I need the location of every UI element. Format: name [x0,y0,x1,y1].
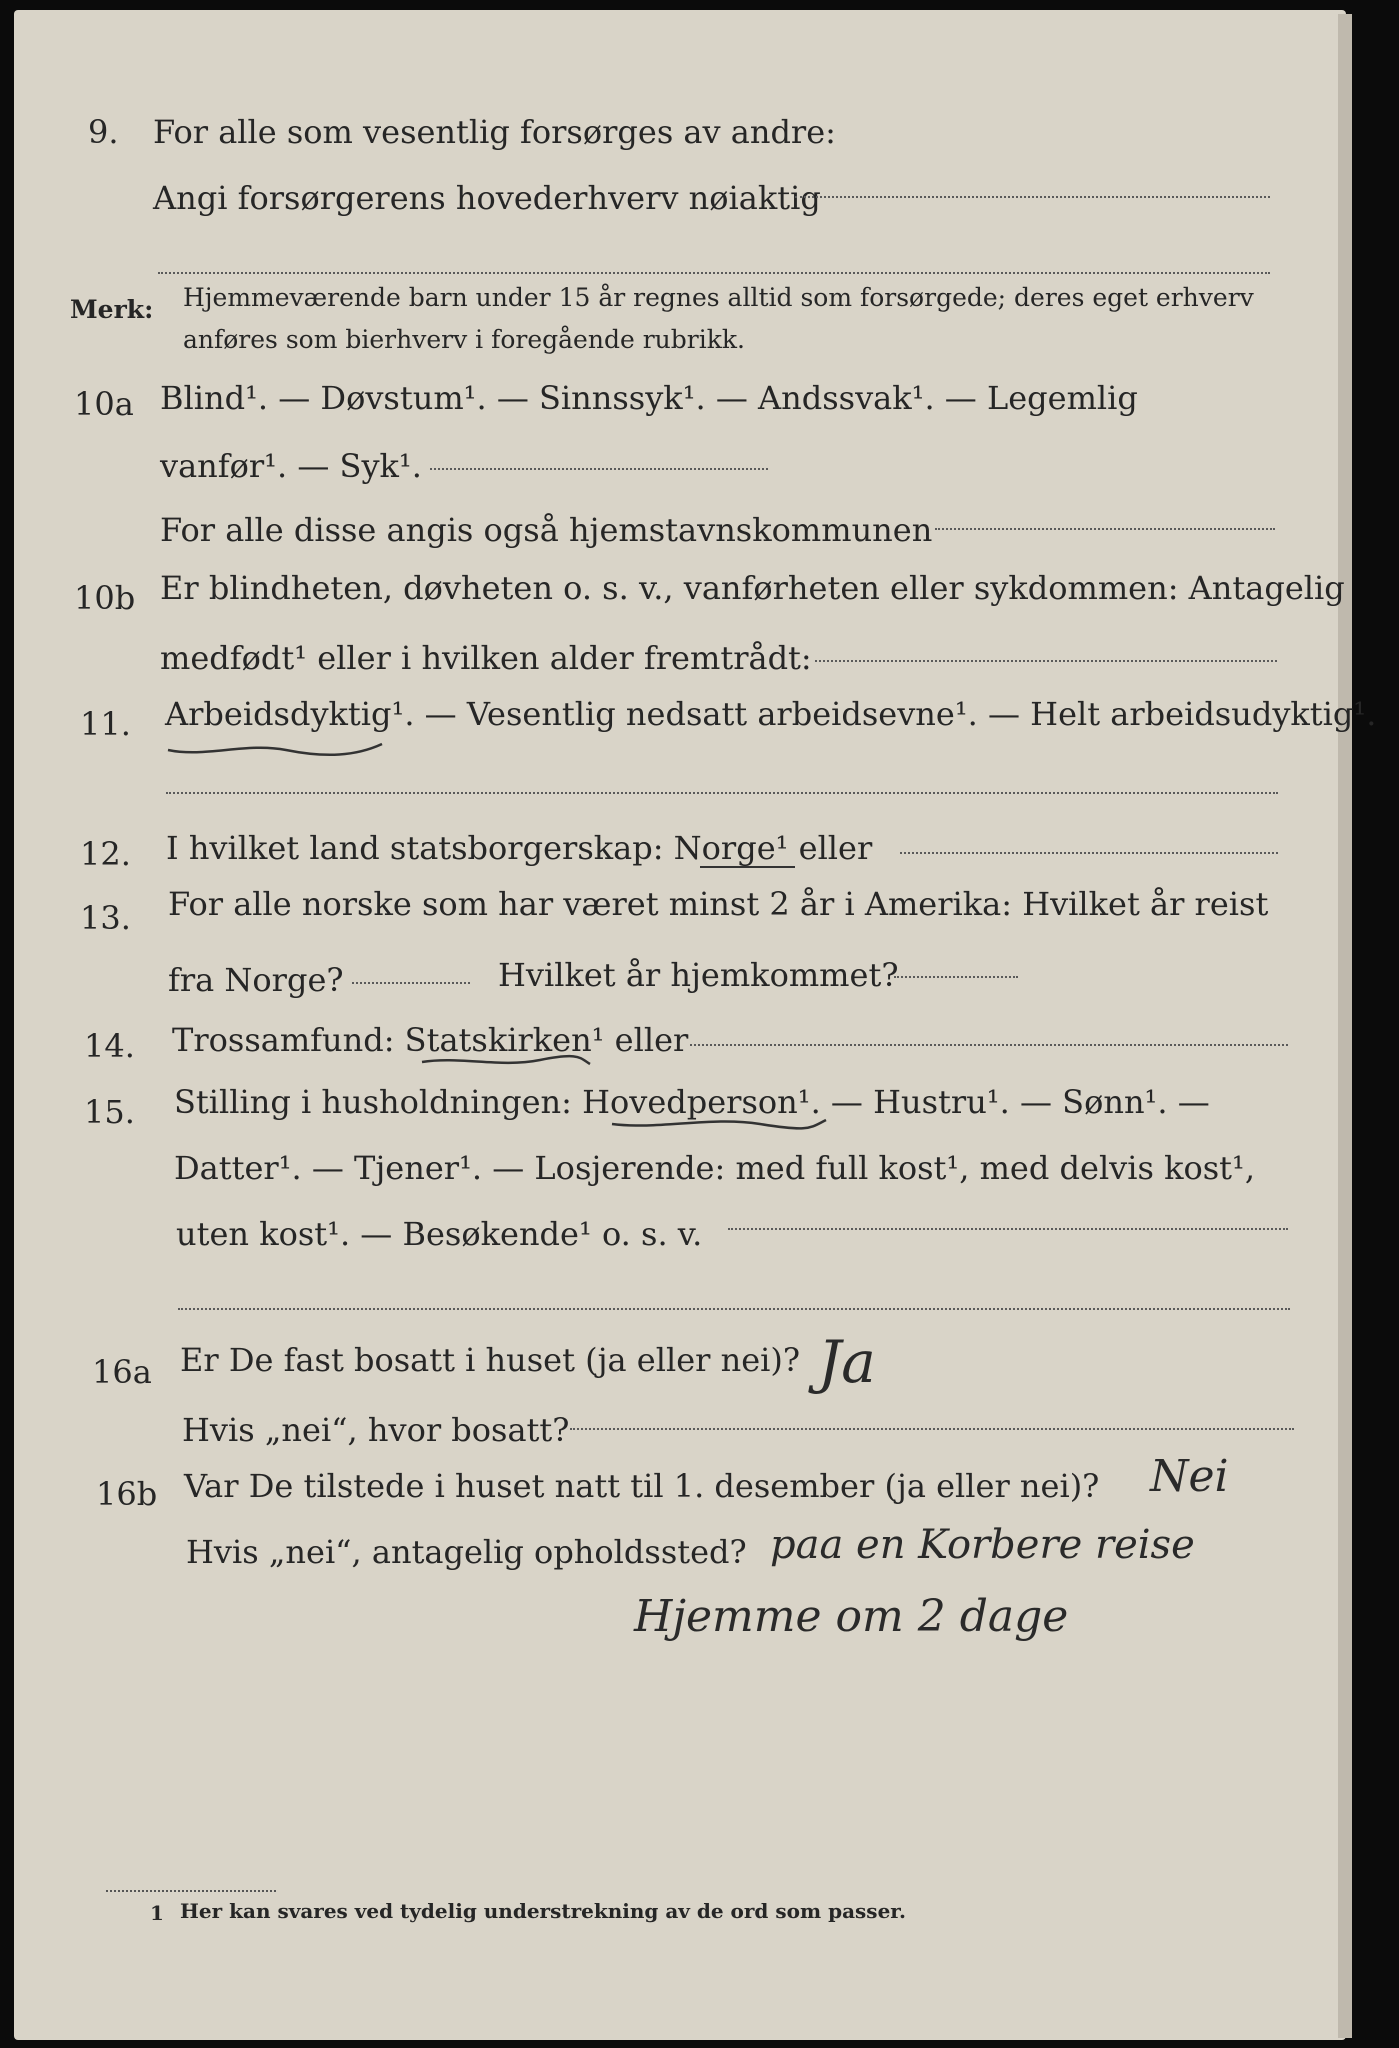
q16a-line2: Hvis „nei“, hvor bosatt? [182,1411,570,1449]
q9-number: 9. [88,113,119,151]
q13-year-left-line[interactable] [352,982,470,984]
underline-hovedperson [610,1112,830,1136]
q15-line1: Stilling i husholdningen: Hovedperson¹. — Hustru¹. — Sønn¹. — [174,1083,1210,1121]
page-edge [1338,14,1352,2038]
underline-norge [700,866,795,868]
q14-line1: Trossamfund: Statskirken¹ eller [172,1021,689,1059]
q11-number: 11. [80,705,131,743]
q9-text-line1: For alle som vesentlig forsørges av andre: [153,113,836,151]
underline-arbeidsdyktig [166,736,386,760]
q15-answer-line2[interactable] [178,1308,1290,1310]
q9-answer-line[interactable] [795,196,1270,198]
q10b-number: 10b [74,579,136,617]
q16a-line1: Er De fast bosatt i huset (ja eller nei)? [180,1341,801,1379]
q10a-number: 10a [74,385,134,423]
q10b-answer-line[interactable] [815,660,1277,662]
q16a-answer-line[interactable] [570,1428,1294,1430]
q13-line2a: fra Norge? [168,961,344,999]
merk-line1: Hjemmeværende barn under 15 år regnes alltid som forsørgede; deres eget erhverv [183,283,1254,312]
q16a-answer-handwritten: Ja [818,1328,876,1396]
q16b-line1: Var De tilstede i huset natt til 1. desember (ja eller nei)? [184,1467,1100,1505]
footnote-mark: 1 [150,1901,164,1925]
q13-year-return-line[interactable] [894,976,1018,978]
q13-line2b: Hvilket år hjemkommet? [498,956,899,994]
q15-number: 15. [84,1093,135,1131]
q16b-line2: Hvis „nei“, antagelig opholdssted? [186,1533,747,1571]
q12-line1: I hvilket land statsborgerskap: Norge¹ eller [166,829,873,867]
q15-answer-line[interactable] [728,1228,1288,1230]
merk-label: Merk: [70,295,154,324]
q15-line2: Datter¹. — Tjener¹. — Losjerende: med full kost¹, med delvis kost¹, [174,1149,1256,1187]
q10a-hometown-line[interactable] [935,528,1275,530]
q12-number: 12. [80,835,131,873]
q13-number: 13. [80,899,131,937]
q10a-line1: Blind¹. — Døvstum¹. — Sinnssyk¹. — Andssvak¹. — Legemlig [160,379,1138,417]
q13-line1: For alle norske som har været minst 2 år i Amerika: Hvilket år reist [168,885,1269,923]
q10a-line2: vanfør¹. — Syk¹. [160,447,422,485]
q11-answer-line[interactable] [166,792,1278,794]
q15-line3: uten kost¹. — Besøkende¹ o. s. v. [176,1215,703,1253]
q16b-location-handwritten: paa en Korbere reise [770,1522,1195,1568]
q16b-location-handwritten-line2: Hjemme om 2 dage [634,1591,1069,1642]
q10b-line2: medfødt¹ eller i hvilken alder fremtrådt: [160,639,812,677]
q9-answer-line2[interactable] [158,272,1270,274]
footnote-text: Her kan svares ved tydelig understrekning av de ord som passer. [180,1899,906,1923]
q16a-number: 16a [92,1353,152,1391]
q16b-number: 16b [96,1475,158,1513]
q16b-answer-handwritten: Nei [1150,1451,1229,1502]
q10a-line3: For alle disse angis også hjemstavnskommunen [160,511,933,549]
footnote-rule [106,1890,276,1892]
q11-line1: Arbeidsdyktig¹. — Vesentlig nedsatt arbeidsevne¹. — Helt arbeidsudyktig¹. [165,695,1377,733]
q10a-answer-line[interactable] [430,468,768,470]
q14-answer-line[interactable] [690,1044,1288,1046]
q9-text-line2: Angi forsørgerens hovederhverv nøiaktig [153,179,821,217]
q12-answer-line[interactable] [900,852,1278,854]
q10b-line1: Er blindheten, døvheten o. s. v., vanførheten eller sykdommen: Antagelig [160,569,1345,607]
underline-statskirken [420,1052,592,1074]
q14-number: 14. [84,1027,135,1065]
merk-line2: anføres som bierhverv i foregående rubrikk. [183,325,745,354]
